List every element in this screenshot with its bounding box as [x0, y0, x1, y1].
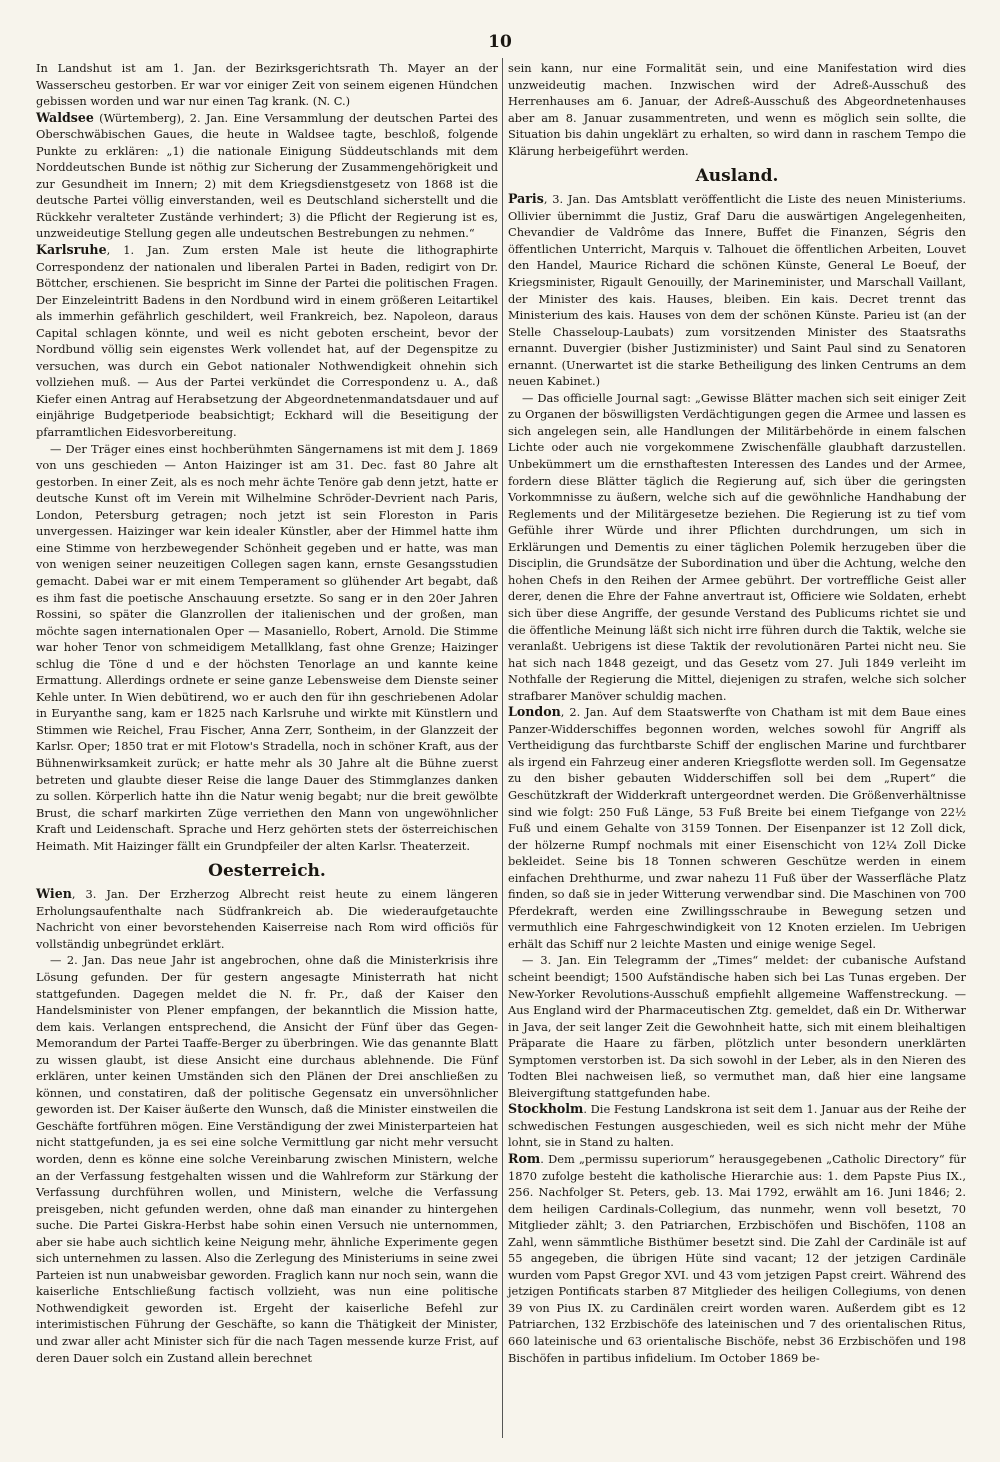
article-text: . Dem „permissu superiorum“ herausgegebenen „Catholic Directory“ für 1870 zufolge besteht die katholische Hierarchie aus: 1. dem Papste Pius IX., 256. Nachfolger St. Peters, geb. 13. Mai 1792, erwählt am 16. Juni 1846; 2. dem heiligen Cardinals-Collegium, das nunmehr, wenn voll besetzt, 70 Mitglieder zählt; 3. den Patriarchen, Erzbischöfen und Bischöfen, 1108 an Zahl, wenn sämmtliche Bisthümer besetzt sind. Die Zahl der Cardinäle ist auf 55 angegeben, die übrigen Hüte sind vacant; 12 der jetzigen Cardinäle wurden vom Papst Gregor XVI. und 43 vom jetzigen Papst creirt. Während des jetzigen Pontificats starben 87 Mitglieder des heiligen Collegiums, von denen 39 von Pius IX. zu Cardinälen creirt worden waren. Außerdem gibt es 12 Patriarchen, 132 Erzbischöfe des lateinischen und 7 des orientalischen Ritus, 660 lateinische und 63 orientalische Bischöfe, nebst 36 Erzbischöfen und 198 Bischöfen in partibus infidelium. Im October 1869 be- — [508, 1152, 966, 1365]
article-paragraph — [508, 704, 966, 952]
article-text: . Die Festung Landskrona ist seit dem 1. Januar aus der Reihe der schwedischen Festungen ausgeschieden, weil es sich nicht mehr der Mühe lohnt, sie in Stand zu halten. — [508, 1102, 966, 1150]
article-paragraph — [36, 60, 498, 110]
article-text: , 1. Jan. Zum ersten Male ist heute die lithographirte Correspondenz der nationalen und liberalen Partei in Baden, redigirt von Dr. Böttcher, erschienen. Sie bespricht im Sinne der Partei die politischen Fragen. Der Einzeleintritt Badens in den Nordbund wird in einem größeren Leitartikel als immerhin gefährlich geschildert, weil Frankreich, bez. Napoleon, daraus Capital schlagen könnte, und weil es nicht geboten erscheint, bevor der Nordbund völlig sein eigenstes Werk vollendet hat, auf der Degenspitze zu versuchen, was durch ein Gebot nationaler Nothwendigkeit ohnehin sich vollziehen muß. — Aus der Partei verkündet die Correspondenz u. A., daß Kiefer einen Antrag auf Herabsetzung der Abgeordnetenmandatsdauer und auf einjährige Budgetperiode beabsichtigt; Eckhard will die Beseitigung der pfarramtlichen Eidesvorbereitung. — [36, 243, 498, 440]
article-paragraph — [508, 390, 966, 704]
article-text: — 2. Jan. Das neue Jahr ist angebrochen, ohne daß die Ministerkrisis ihre Lösung gefunden. Der für gestern angesagte Ministerrath hat nicht stattgefunden. Dagegen meldet die N. fr. Pr., daß der Kaiser den Handelsminister von Plener empfangen, der bekanntlich die Mission hatte, dem kais. Verlangen entsprechend, die Ansicht der Fünf über das Gegen-Memorandum der Partei Taaffe-Berger zu überbringen. Wie das genannte Blatt zu wissen glaubt, ist diese Ansicht eine durchaus ablehnende. Die Fünf erklären, unter keinen Umständen sich den Plänen der Drei anschließen zu können, und constatiren, daß der politische Gegensatz ein unversöhnlicher geworden ist. Der Kaiser äußerte den Wunsch, daß die Minister einstweilen die Geschäfte fortführen mögen. Eine Verständigung der zwei Ministerparteien hat nicht stattgefunden, ja es sei eine solche Vermittlung gar nicht mehr versucht worden, denn es könne eine solche Vereinbarung zwischen Ministern, welche an der Verfassung festgehalten wissen und die Wahlreform zur Stärkung der Verfassung durchführen wollen, und Ministern, welche die Verfassung preisgeben, nicht gefunden werden, ohne daß man einander zu hintergehen suche. Die Partei Giskra-Herbst habe sohin einen Versuch nie unternommen, aber sie habe auch sichtlich keine Neigung mehr, ähnliche Experimente gegen sich unternehmen zu lassen. Also die Zerlegung des Ministeriums in seine zwei Parteien ist nun unabweisbar geworden. Fraglich kann nur noch sein, wann die kaiserliche Entschließung factisch vollzieht, was nun eine politische Nothwendigkeit geworden ist. Ergeht der kaiserliche Befehl zur interimistischen Führung der Geschäfte, so kann die Thätigkeit der Minister, und zwar aller acht Minister sich für die nach Tagen messende kurze Frist, auf deren Dauer solch ein Zustand allein berechnet — [36, 953, 498, 1365]
article-paragraph — [36, 441, 498, 855]
dateline-place: Karlsruhe — [36, 242, 107, 258]
dateline-place: Paris — [508, 191, 544, 207]
article-paragraph — [508, 1101, 966, 1151]
column-divider — [502, 58, 503, 1438]
article-text: — Der Träger eines einst hochberühmten Sängernamens ist mit dem J. 1869 von uns geschieden — Anton Haizinger ist am 31. Dec. fast 80 Jahre alt gestorben. In einer Zeit, als es noch mehr ächte Tenöre gab denn jetzt, hatte er deutsche Kunst oft im Verein mit Wilhelmine Schröder-Devrient nach Paris, London, Petersburg getragen; noch jetzt ist sein Floreston in Paris unvergessen. Haizinger war kein idealer Künstler, aber der Himmel hatte ihm eine Stimme von herzbewegender Schönheit gegeben und er hatte, was man von wenigen seiner neuzeitigen Collegen sagen kann, ernste Gesangsstudien gemacht. Dabei war er mit einem Temperament so glühender Art begabt, daß es ihm fast die poetische Anschauung ersetzte. So sang er in den 20er Jahren Rossini, so später die Glanzrollen der italienischen und der großen, man möchte sagen internationalen Oper — Masaniello, Robert, Arnold. Die Stimme war hoher Tenor von schmeidigem Metallklang, fast ohne Grenze; Haizinger schlug die Töne d und e der höchsten Tenorlage an und kannte keine Ermattung. Allerdings ordnete er seine ganze Lebensweise dem Dienste seiner Kehle unter. In Wien debütirend, wo er auch den für ihn geschriebenen Adolar in Euryanthe sang, kam er 1825 nach Karlsruhe und wirkte mit Künstlern und Stimmen wie Reichel, Frau Fischer, Anna Zerr, Sontheim, in der Glanzzeit der Karlsr. Oper; 1850 trat er mit Flotow's Stradella, noch in schöner Kraft, aus der Bühnenwirksamkeit zurück; er hatte mehr als 30 Jahre alt die Bühne zuerst betreten und glaubte dieser Reise die lange Dauer des Stimmglanzes danken zu sollen. Körperlich hatte ihn die Natur wenig begabt; nur die breit gewölbte Brust, die scharf markirten Züge verriethen den Mann von ungewöhnlicher Kraft und Leidenschaft. Sprache und Herz gehörten stets der österreichischen Heimath. Mit Haizinger fällt ein Grundpfeiler der alten Karlsr. Theaterzeit. — [36, 441, 498, 853]
article-text: — Das officielle Journal sagt: „Gewisse Blätter machen sich seit einiger Zeit zu Organen der böswilligsten Verdächtigungen gegen die Armee und lassen es sich angelegen sein, alle Handlungen der Militärbehörde in einem falschen Lichte oder auch nie vorgekommene Zwischenfälle glaubhaft darzustellen. Unbekümmert um die ernsthaftesten Interessen des Landes und der Armee, fordern diese Blätter täglich die Regierung auf, sich über die geringsten Vorkommnisse zu äußern, welche sich auf die gewöhnliche Handhabung der Reglements und der Militärgesetze beziehen. Die Regierung ist zu tief vom Gefühle ihrer Würde und ihrer Pflichten durchdrungen, um sich in Erklärungen und Dementis zu einer täglichen Polemik herzugeben über die Disciplin, die Grundsätze der Subordination und über die Achtung, welche den hohen Chefs in den Reihen der Armee gebührt. Der vortreffliche Geist aller derer, denen die Ehre der Fahne anvertraut ist, Officiere wie Soldaten, erhebt sich über diese Angriffe, der gesunde Verstand des Publicums richtet sie und die öffentliche Meinung läßt sich nicht irre führen durch die Taktik, welche sie veranlaßt. Uebrigens ist diese Taktik der revolutionären Partei nicht neu. Sie hat sich nach 1848 gezeigt, und das Gesetz vom 27. Juli 1849 verleiht im Nothfalle der Regierung die Mittel, diejenigen zu strafen, welche sich solcher strafbarer Manöver schuldig machen. — [508, 390, 966, 703]
article-paragraph — [508, 60, 966, 159]
article-paragraph — [36, 110, 498, 242]
dateline-place: Wien — [36, 886, 72, 902]
page-number: 10 — [488, 32, 512, 52]
article-text: , 3. Jan. Das Amtsblatt veröffentlicht die Liste des neuen Ministeriums. Ollivier übernimmt die Justiz, Graf Daru die auswärtigen Angelegenheiten, Chevandier de Valdrôme das Innere, Buffet die Finanzen, Ségris den öffentlichen Unterricht, Marquis v. Talhouet die öffentlichen Arbeiten, Louvet den Handel, Maurice Richard die schönen Künste, General Le Boeuf, der Kriegsminister, Rigault Genouilly, der Marineminister, und Marschall Vaillant, der Minister des kais. Hauses, bleiben. Ein kais. Decret trennt das Ministerium des kais. Hauses von dem der schönen Künste. Parieu ist (an der Stelle Chasseloup-Laubats) zum vorsitzenden Minister des Staatsraths ernannt. Duvergier (bisher Justizminister) und Saint Paul sind zu Senatoren ernannt. (Unerwartet ist die starke Betheiligung des linken Centrums an dem neuen Kabinet.) — [508, 192, 966, 389]
section-heading: Ausland. — [695, 166, 779, 187]
dateline-place: Rom — [508, 1151, 541, 1166]
dateline-place: Stockholm — [508, 1101, 584, 1117]
section-heading: Oesterreich. — [208, 861, 326, 882]
article-paragraph — [36, 886, 498, 952]
article-paragraph — [508, 952, 966, 1101]
article-text: (Würtemberg), 2. Jan. Eine Versammlung der deutschen Partei des Oberschwäbischen Gaues, die heute in Waldsee tagte, beschloß, folgende Punkte zu erklären: „1) die nationale Einigung Süddeutschlands mit dem Norddeutschen Bunde ist nöthig zur Sicherung der Zusammengehörigkeit und zur Gesundheit im Innern; 2) mit dem Kriegsdienstgesetz von 1868 ist die deutsche Partei völlig einverstanden, weil es Deutschland sicherstellt und die Rückkehr veralteter Zustände verhindert; 3) die Pflicht der Regierung ist es, unzweideutige Stellung gegen alle undeutschen Bestrebungen zu nehmen.“ — [36, 110, 498, 241]
article-text: — 3. Jan. Ein Telegramm der „Times“ meldet: der cubanische Aufstand scheint beendigt; 1500 Aufständische haben sich bei Las Tunas ergeben. Der New-Yorker Revolutions-Ausschuß empfiehlt allgemeine Waffenstreckung. — Aus England wird der Pharmaceutischen Ztg. gemeldet, daß ein Dr. Witherwar in Java, der seit langer Zeit die Gewohnheit hatte, sich mit einem bleihaltigen Präparate die Haare zu färben, plötzlich unter besondern unerklärten Symptomen verstorben ist. Da sich sowohl in der Leber, als in den Nieren des Todten Blei nachweisen ließ, so vermuthet man, daß hier eine langsame Bleivergiftung stattgefunden habe. — [508, 953, 966, 1100]
left-column — [36, 60, 498, 1366]
right-column — [508, 60, 966, 1366]
article-paragraph — [36, 242, 498, 441]
article-paragraph — [36, 952, 498, 1366]
article-text: , 3. Jan. Der Erzherzog Albrecht reist heute zu einem längeren Erholungsaufenthalte nach Südfrankreich ab. Die wiederaufgetauchte Nachricht von einer bevorstehenden Kaiserreise nach Rom wird officiös für vollständig unbegründet erklärt. — [36, 887, 498, 951]
article-paragraph — [508, 1151, 966, 1366]
article-text: sein kann, nur eine Formalität sein, und eine Manifestation wird dies unzweideutig machen. Inzwischen wird der Adreß-Ausschuß des Herrenhauses am 6. Januar, der Adreß-Ausschuß des Abgeordnetenhauses aber am 8. Januar zusammentreten, und wenn es möglich sein sollte, die Situation bis dahin ungeklärt zu erhalten, so wird dann in raschem Tempo die Klärung herbeigeführt werden. — [508, 61, 966, 158]
article-text: In Landshut ist am 1. Jan. der Bezirksgerichtsrath Th. Mayer an der Wasserscheu gestorben. Er war vor einiger Zeit von seinem eigenen Hündchen gebissen worden und war nur einen Tag krank. (N. C.) — [36, 61, 498, 109]
article-text: , 2. Jan. Auf dem Staatswerfte von Chatham ist mit dem Baue eines Panzer-Widderschiffes begonnen worden, welches sowohl für Angriff als Vertheidigung das furchtbarste Schiff der englischen Marine und furchtbarer als irgend ein Fahrzeug einer anderen Kriegsflotte werden soll. Im Gegensatze zu den bisher gebauten Widderschiffen soll bei dem „Rupert“ die Geschützkraft der Widderkraft untergeordnet werden. Die Größenverhältnisse sind wie folgt: 250 Fuß Länge, 53 Fuß Breite bei einem Tiefgange von 22½ Fuß und einem Gehalte von 3159 Tonnen. Der Eisenpanzer ist 12 Zoll dick, der hölzerne Rumpf nochmals mit einer Eisenschicht von 12¼ Zoll Dicke bekleidet. Seine bis 18 Tonnen schweren Geschütze werden in einem einfachen Drehthurme, und zwar nahezu 11 Fuß über der Wasserfläche Platz finden, so daß sie in jeder Witterung verwendbar sind. Die Maschinen von 700 Pferdekraft, werden eine Zwillingsschraube in Bewegung setzen und vermuthlich eine Fahrgeschwindigkeit von 12 Knoten erzielen. Im Uebrigen erhält das Schiff nur 2 leichte Masten und einige wenige Segel. — [508, 705, 966, 951]
dateline-place: London — [508, 704, 561, 720]
article-paragraph — [508, 191, 966, 390]
dateline-place: Waldsee — [36, 109, 94, 125]
